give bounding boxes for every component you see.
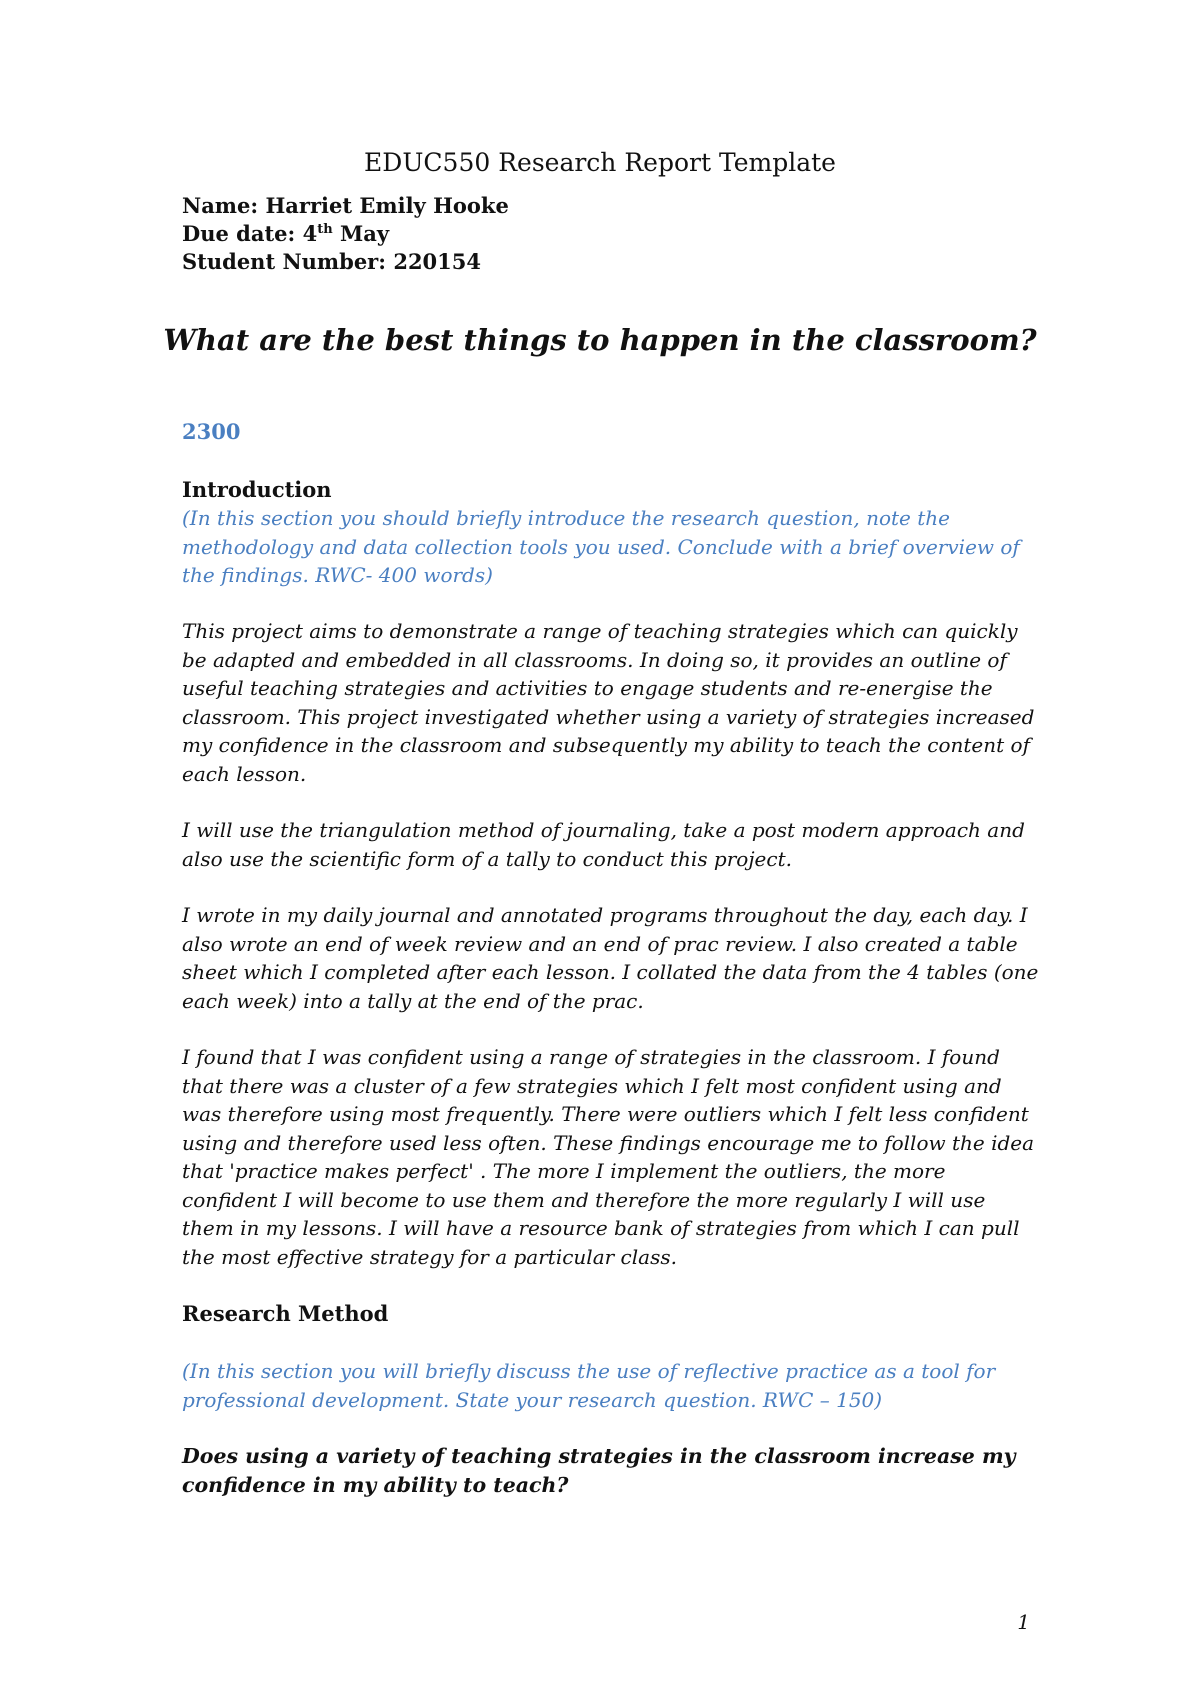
research-question: Does using a variety of teaching strategies in the classroom increase my confidence in my ability to teach? [182, 1444, 1016, 1497]
report-question: What are the best things to happen in the classroom? [163, 323, 1037, 357]
due-date-month: May [339, 221, 390, 246]
student-number-line [182, 248, 1042, 276]
introduction-paragraph-2: I will use the triangulation method of journaling, take a post modern approach and also use the scientific form of a tally to conduct this project. [182, 818, 1025, 871]
introduction-paragraph-1: This project aims to demonstrate a range of teaching strategies which can quickly be adapted and embedded in all classrooms. In doing so, it provides an outline of useful teaching strategies and activities to engage students and re-energise the classroom. This project investigated whether using a variety of strategies increased my confidence in the classroom and subsequently my ability to teach the content of each lesson. [182, 619, 1035, 786]
name-line [182, 192, 1042, 220]
introduction-paragraph-3: I wrote in my daily journal and annotated programs throughout the day, each day. I also wrote an end of week review and an end of prac review. I also created a table sheet which I completed after each lesson. I collated the data from the 4 tables (one each week) into a tally at the end of the prac. [182, 903, 1039, 1013]
page-number: 1 [1017, 1610, 1030, 1634]
introduction-heading: Introduction [182, 477, 332, 502]
due-date-line [182, 220, 1042, 248]
document-title: EDUC550 Research Report Template [364, 148, 836, 177]
name-label: Name: [182, 193, 259, 218]
due-date-label: Due date: [182, 221, 296, 246]
name-value: Harriet Emily Hooke [265, 193, 509, 218]
research-method-guidance: (In this section you will briefly discuss the use of reflective practice as a tool for professional development. State your research question. RWC – 150) [182, 1359, 996, 1412]
due-date-suffix: th [317, 222, 333, 237]
due-date-day: 4 [302, 221, 318, 246]
student-number-label: Student Number: [182, 249, 387, 274]
introduction-section [182, 476, 1042, 590]
student-number-value: 220154 [393, 249, 481, 274]
research-method-heading: Research Method [182, 1301, 389, 1326]
student-details [182, 192, 1042, 276]
introduction-paragraph-4: I found that I was confident using a range of strategies in the classroom. I found that there was a cluster of a few strategies which I felt most confident using and was therefore using most frequently. There were outliers which I felt less confident using and therefore used less often. These findings encourage me to follow the idea that 'practice makes perfect' . The more I implement the outliers, the more confident I will become to use them and therefore the more regularly I will use them in my lessons. I will have a resource bank of strategies from which I can pull the most effective strategy for a particular class. [182, 1045, 1035, 1269]
word-count: 2300 [182, 419, 241, 444]
introduction-guidance: (In this section you should briefly introduce the research question, note the methodology and data collection tools you used. Conclude with a brief overview of the findings. RWC- 400 words) [182, 506, 1020, 587]
